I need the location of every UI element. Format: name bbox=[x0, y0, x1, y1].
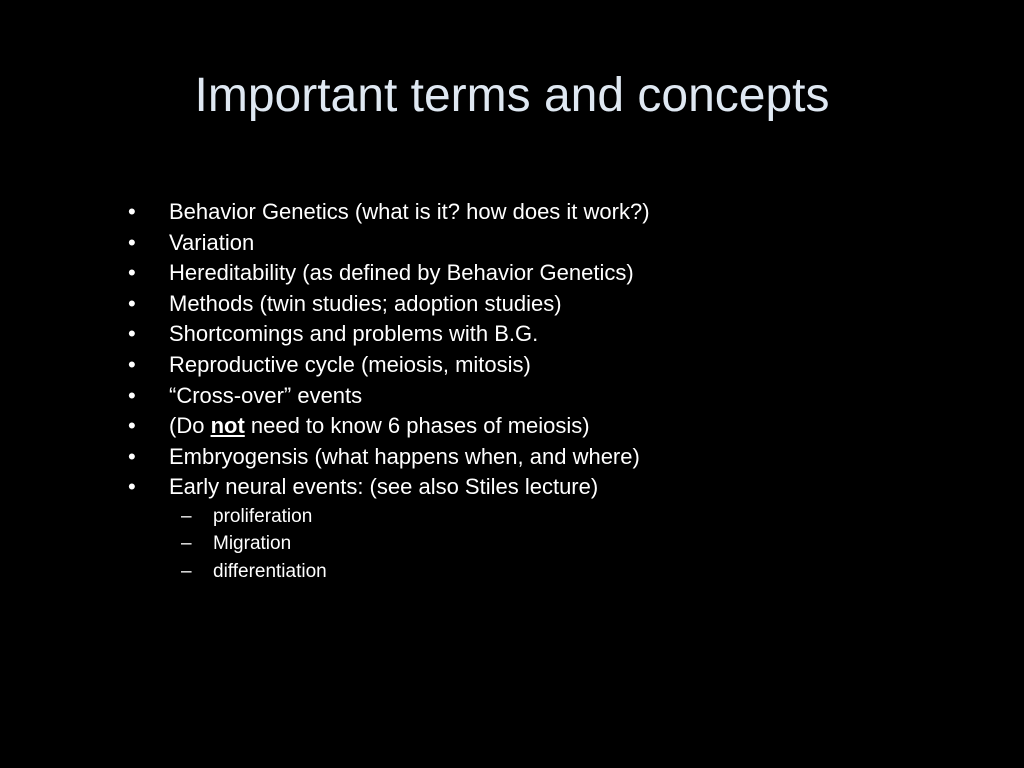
sub-bullet-item bbox=[128, 558, 948, 585]
bullet-marker: • bbox=[128, 413, 136, 439]
bullet-text: Reproductive cycle (meiosis, mitosis) bbox=[169, 351, 531, 377]
bullet-item bbox=[128, 289, 948, 320]
bullet-text: Embryogensis (what happens when, and where) bbox=[169, 443, 640, 469]
bullet-text: Behavior Genetics (what is it? how does it work?) bbox=[169, 199, 650, 224]
bullet-marker: • bbox=[128, 382, 136, 408]
sub-bullet-item bbox=[128, 503, 948, 530]
sub-bullet-text: Migration bbox=[213, 533, 292, 555]
bullet-marker: • bbox=[128, 199, 136, 224]
bullet-text: Shortcomings and problems with B.G. bbox=[169, 321, 539, 347]
bullet-marker: • bbox=[128, 443, 136, 469]
sub-bullet-item bbox=[128, 530, 948, 557]
sub-bullet-list bbox=[169, 503, 948, 585]
bullet-item bbox=[128, 472, 948, 584]
bullet-text: “Cross-over” events bbox=[169, 382, 363, 408]
sub-bullet-marker: – bbox=[181, 505, 192, 527]
bullet-item bbox=[128, 197, 948, 228]
bullet-marker: • bbox=[128, 474, 136, 500]
sub-bullet-text: differentiation bbox=[213, 560, 327, 582]
bullet-text-suffix: need to know 6 phases of meiosis) bbox=[244, 413, 590, 439]
bullet-item bbox=[128, 319, 948, 350]
bullet-item bbox=[128, 258, 948, 289]
sub-bullet-marker: – bbox=[181, 533, 192, 555]
bullet-marker: • bbox=[128, 229, 136, 255]
bullet-text: Hereditability (as defined by Behavior Genetics) bbox=[169, 260, 634, 286]
bullet-item bbox=[128, 442, 948, 473]
bullet-marker: • bbox=[128, 290, 136, 316]
bullet-text: Variation bbox=[169, 229, 255, 255]
bullet-item bbox=[128, 381, 948, 412]
bullet-text: Early neural events: (see also Stiles lecture) bbox=[169, 474, 599, 500]
bullet-text: Methods (twin studies; adoption studies) bbox=[169, 290, 562, 316]
sub-bullet-text: proliferation bbox=[213, 505, 313, 527]
bullet-text-prefix: (Do bbox=[169, 413, 211, 439]
bullet-marker: • bbox=[128, 321, 136, 347]
sub-bullet-marker: – bbox=[181, 560, 192, 582]
bullet-marker: • bbox=[128, 260, 136, 286]
bullet-marker: • bbox=[128, 351, 136, 377]
bullet-item bbox=[128, 350, 948, 381]
slide-title: Important terms and concepts bbox=[194, 69, 830, 122]
bullet-emphasis: not bbox=[210, 413, 245, 439]
bullet-list bbox=[128, 197, 948, 585]
bullet-item bbox=[128, 411, 948, 442]
bullet-item bbox=[128, 228, 948, 259]
